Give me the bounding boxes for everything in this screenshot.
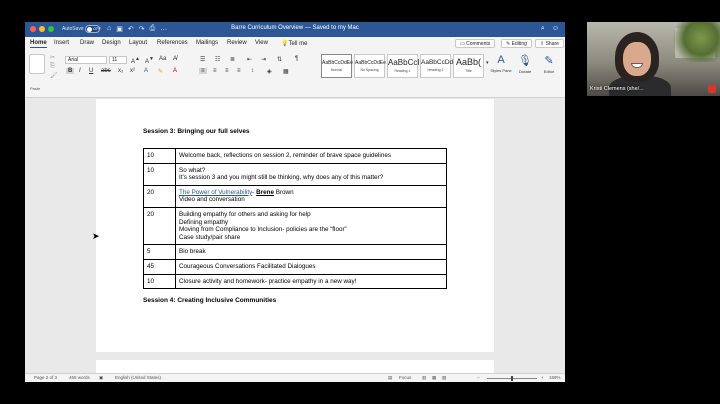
microphone-icon: 🎙: [518, 55, 532, 67]
highlight-icon[interactable]: ✎: [158, 69, 164, 75]
ribbon-tabs: [25, 37, 565, 50]
focus-icon[interactable]: ▤: [388, 375, 393, 380]
focus-button[interactable]: Focus: [399, 375, 412, 380]
account-icon[interactable]: ☺: [551, 25, 559, 32]
decrease-indent-icon[interactable]: ⇤: [247, 57, 253, 63]
comment-icon: ▭: [460, 41, 467, 47]
styles-pane-button[interactable]: [490, 54, 512, 73]
word-count[interactable]: 465 words: [69, 375, 90, 380]
web-layout-icon[interactable]: ▧: [442, 375, 447, 380]
session-4-heading: Session 4: Creating Inclusive Communities: [143, 297, 277, 304]
table-row[interactable]: [144, 185, 447, 207]
style-preview: AaBbCcDdEe: [355, 60, 386, 66]
zoom-level[interactable]: 159%: [549, 375, 561, 380]
superscript-button[interactable]: x²: [130, 68, 135, 74]
participant-video-tile[interactable]: [587, 22, 720, 96]
print-layout-icon[interactable]: ▦: [432, 375, 437, 380]
borders-icon[interactable]: ▦: [283, 69, 289, 75]
autosave-label: AutoSave: [62, 26, 84, 32]
numbering-icon[interactable]: ☷: [215, 57, 221, 63]
zoom-in-icon[interactable]: +: [541, 375, 544, 380]
style-name: Normal: [330, 68, 343, 72]
style-no-spacing[interactable]: [354, 54, 385, 78]
minutes-cell: 10: [144, 149, 176, 164]
table-row[interactable]: [144, 245, 447, 260]
activity-line: So what?: [179, 166, 206, 174]
minutes-cell: 20: [144, 185, 176, 207]
tab-references[interactable]: References: [157, 40, 188, 46]
minutes-cell: 45: [144, 259, 176, 274]
session-3-heading: Session 3: Bringing our full selves: [143, 128, 250, 135]
schedule-table[interactable]: [143, 148, 447, 289]
comments-label: Comments: [466, 41, 491, 47]
font-size-value: 11: [112, 57, 118, 63]
activity-cell: [176, 207, 447, 244]
autosave-state: OFF: [93, 26, 101, 31]
activity-cell: [176, 185, 447, 207]
clear-format-icon[interactable]: A̸: [173, 56, 178, 62]
editor-icon: ✎: [544, 55, 554, 67]
activity-cell: [176, 245, 447, 260]
style-title[interactable]: [453, 54, 484, 78]
subscript-button[interactable]: x₂: [118, 68, 124, 74]
dictate-label: Dictate: [518, 69, 532, 74]
increase-indent-icon[interactable]: ⇥: [261, 57, 267, 63]
copy-icon[interactable]: ⎘: [50, 63, 55, 69]
undo-icon[interactable]: ↶: [127, 26, 134, 33]
style-name: Heading 1: [394, 69, 411, 73]
font-name-select[interactable]: [65, 56, 107, 64]
editing-button[interactable]: [501, 39, 532, 48]
activity-line: Video and conversation: [179, 196, 245, 204]
editor-button[interactable]: [538, 54, 560, 74]
activity-line: [179, 189, 443, 197]
align-left-button[interactable]: ≡: [201, 68, 205, 74]
tab-insert[interactable]: Insert: [54, 40, 70, 46]
style-name: Heading 2: [427, 68, 444, 72]
style-name: Title: [465, 69, 472, 73]
tab-review[interactable]: Review: [227, 40, 247, 46]
tab-draw[interactable]: Draw: [80, 40, 95, 46]
italic-button[interactable]: I: [79, 68, 81, 74]
author-first-name: Brene: [256, 188, 274, 196]
video-plant: [672, 22, 720, 62]
shrink-font-icon[interactable]: A▼: [145, 56, 154, 65]
status-bar: [25, 373, 565, 382]
paste-button[interactable]: [29, 54, 45, 74]
activity-line: Building empathy for others and asking for help: [179, 210, 311, 218]
search-icon[interactable]: ⌕: [540, 25, 545, 32]
line-spacing-icon[interactable]: ↕: [251, 68, 254, 74]
author-last-name: Brown: [274, 188, 294, 196]
lightbulb-icon: 💡: [281, 41, 289, 47]
activity-line: Case study/pair share: [179, 233, 241, 241]
style-heading-1[interactable]: [387, 54, 418, 78]
table-row[interactable]: [144, 149, 447, 164]
style-preview: AaBbCcI: [388, 58, 420, 67]
styles-pane-icon: A: [497, 54, 505, 66]
activity-line: It's session 3 and you might still be thinking, why does any of this matter?: [179, 174, 384, 182]
language[interactable]: English (United States): [115, 375, 162, 380]
activity-line: Bio break: [179, 248, 206, 256]
activity-line: Courageous Conversations Facilitated Dialogues: [179, 262, 316, 270]
font-color-icon[interactable]: A: [173, 68, 178, 74]
proofing-icon[interactable]: ▣: [99, 375, 104, 380]
grow-font-icon[interactable]: A▲: [131, 56, 140, 65]
font-size-select[interactable]: [109, 56, 127, 64]
activity-cell: [176, 259, 447, 274]
minutes-cell: 5: [144, 245, 176, 260]
share-button[interactable]: [535, 39, 564, 48]
document-title: Barre Curriculum Overview — Saved to my Mac: [231, 25, 359, 31]
minutes-cell: 20: [144, 207, 176, 244]
table-row[interactable]: [144, 259, 447, 274]
align-center-button[interactable]: ≡: [213, 68, 217, 74]
cut-icon[interactable]: ✂: [50, 55, 56, 61]
read-mode-icon[interactable]: ▥: [422, 375, 427, 380]
word-window: [25, 22, 565, 382]
bullets-icon[interactable]: ☰: [200, 57, 206, 63]
ribbon: [25, 50, 565, 98]
style-name: No Spacing: [360, 68, 379, 72]
style-preview: AaBbCcDd: [421, 59, 454, 66]
tab-tell-me[interactable]: [281, 40, 308, 47]
activity-line: Closure activity and homework- practice empathy in a new way!: [179, 277, 357, 285]
minutes-cell: 10: [144, 274, 176, 289]
tab-layout[interactable]: Layout: [129, 40, 148, 46]
activity-cell: [176, 163, 447, 185]
styles-pane-label: Styles Pane: [490, 68, 512, 73]
align-right-button[interactable]: ≡: [225, 68, 229, 74]
zoom-out-icon[interactable]: −: [477, 375, 480, 380]
sort-icon[interactable]: ⇅: [277, 57, 283, 63]
underline-button[interactable]: U: [89, 68, 94, 74]
pencil-icon: ✎: [506, 41, 512, 47]
page-count[interactable]: Page 2 of 3: [34, 375, 58, 380]
styles-gallery-expand-icon[interactable]: ▾: [486, 60, 489, 66]
video-link[interactable]: The Power of Vulnerability: [179, 188, 253, 196]
share-icon: ⇧: [540, 41, 546, 47]
mouse-pointer-icon: ➤: [92, 231, 100, 241]
style-preview: AaBb(: [455, 57, 481, 67]
minutes-cell: 10: [144, 163, 176, 185]
tab-home[interactable]: Home: [30, 40, 47, 46]
muted-mic-icon: [708, 85, 716, 93]
home-icon[interactable]: ⌂: [107, 25, 112, 32]
table-row[interactable]: [144, 274, 447, 289]
redo-icon[interactable]: ↷: [138, 26, 145, 33]
activity-cell: [176, 274, 447, 289]
activity-line: Moving from Compliance to Inclusion- policies are the “floor”: [179, 226, 347, 234]
tell-me-label: Tell me: [288, 41, 308, 47]
editing-label: Editing: [511, 41, 527, 47]
justify-button[interactable]: ≡: [237, 68, 241, 74]
dictate-button[interactable]: [514, 54, 536, 74]
separator: -: [252, 188, 257, 196]
paste-label: Paste: [30, 86, 41, 91]
print-icon[interactable]: ⎙: [149, 25, 156, 32]
document-area[interactable]: [25, 99, 565, 373]
participant-name: Kristi Clemens (she/...: [590, 86, 644, 92]
style-heading-2[interactable]: [420, 54, 454, 78]
more-icon[interactable]: …: [160, 25, 168, 32]
text-effects-icon[interactable]: A: [144, 68, 149, 74]
activity-cell: [176, 149, 447, 164]
style-normal[interactable]: [321, 54, 352, 78]
comments-button[interactable]: [455, 39, 495, 48]
multilevel-list-icon[interactable]: ≣: [230, 57, 236, 63]
activity-line: Defining empathy: [179, 218, 229, 226]
table-row[interactable]: [144, 207, 447, 244]
format-painter-icon[interactable]: 🖌: [50, 73, 58, 79]
activity-line: Welcome back, reflections on session 2, reminder of brave space guidelines: [179, 152, 391, 159]
style-preview: AaBbCcDdEe: [322, 60, 353, 66]
table-row[interactable]: [144, 163, 447, 185]
show-formatting-icon[interactable]: ¶: [295, 56, 299, 62]
tab-view[interactable]: View: [255, 40, 268, 46]
share-label: Share: [545, 41, 559, 47]
tab-design[interactable]: Design: [102, 40, 121, 46]
titlebar-right: [541, 25, 559, 33]
strikethrough-button[interactable]: abc: [101, 68, 111, 74]
save-icon[interactable]: ▣: [116, 26, 123, 33]
document-page[interactable]: [96, 99, 494, 352]
video-person-face: [623, 42, 651, 76]
change-case-icon[interactable]: Aa: [159, 56, 167, 62]
title-bar: [25, 22, 565, 37]
zoom-slider-knob[interactable]: [511, 376, 513, 381]
tab-mailings[interactable]: Mailings: [196, 40, 219, 46]
bold-button[interactable]: B: [68, 68, 73, 74]
shading-icon[interactable]: ◈: [267, 69, 272, 75]
editor-label: Editor: [543, 69, 555, 74]
font-name-value: Arial: [68, 57, 79, 63]
